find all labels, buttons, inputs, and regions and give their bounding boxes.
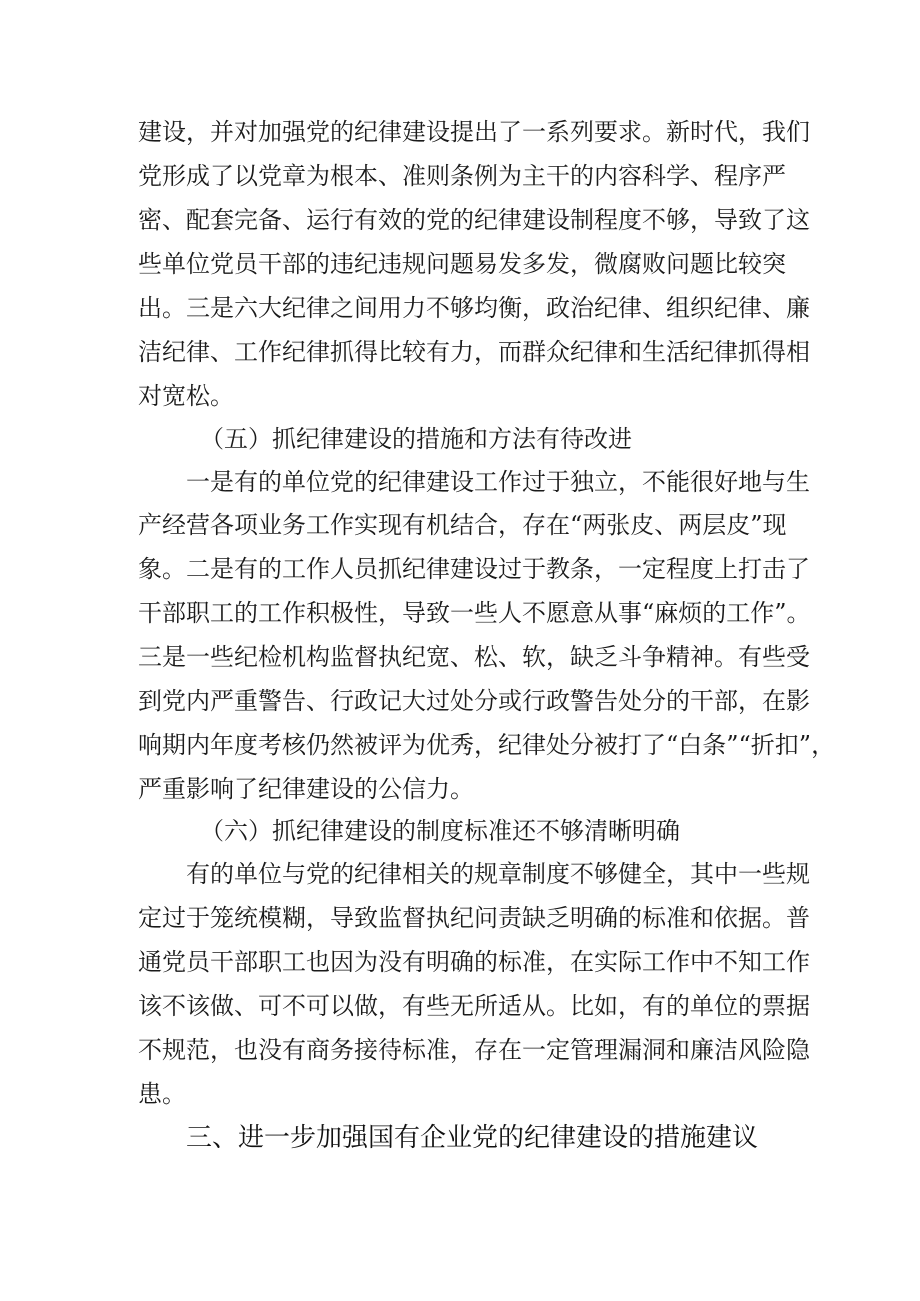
paragraph-2-line-1: 一是有的单位党的纪律建设工作过于独立，不能很好地与生 — [186, 468, 810, 496]
subheading-6: （六）抓纪律建设的制度标准还不够清晰明确 — [200, 817, 680, 845]
subheading-5: （五）抓纪律建设的措施和方法有待改进 — [200, 425, 632, 453]
paragraph-3-line-1: 有的单位与党的纪律相关的规章制度不够健全，其中一些规 — [186, 860, 810, 888]
paragraph-1-line-4: 些单位党员干部的违纪违规问题易发多发，微腐败问题比较突 — [138, 250, 786, 278]
paragraph-1-line-5: 出。三是六大纪律之间用力不够均衡，政治纪律、组织纪律、廉 — [138, 294, 810, 322]
paragraph-1-line-2: 党形成了以党章为根本、准则条例为主干的内容科学、程序严 — [138, 162, 786, 190]
paragraph-2-line-5: 三是一些纪检机构监督执纪宽、松、软，缺乏斗争精神。有些受 — [138, 643, 810, 671]
paragraph-1-line-1: 建设，并对加强党的纪律建设提出了一系列要求。新时代，我们 — [138, 118, 810, 146]
paragraph-2-line-2: 产经营各项业务工作实现有机结合，存在“两张皮、两层皮”现 — [138, 511, 787, 539]
paragraph-1-line-7: 对宽松。 — [138, 382, 234, 410]
paragraph-3-line-5: 不规范，也没有商务接待标准，存在一定管理漏洞和廉洁风险隐 — [138, 1036, 810, 1064]
paragraph-2-line-6: 到党内严重警告、行政记大过处分或行政警告处分的干部，在影 — [138, 687, 810, 715]
section-3-heading: 三、进一步加强国有企业党的纪律建设的措施建议 — [186, 1123, 759, 1153]
paragraph-2-line-3: 象。二是有的工作人员抓纪律建设过于教条，一定程度上打击了 — [138, 555, 810, 583]
paragraph-1-line-3: 密、配套完备、运行有效的党的纪律建设制程度不够，导致了这 — [138, 206, 810, 234]
paragraph-1-line-6: 洁纪律、工作纪律抓得比较有力，而群众纪律和生活纪律抓得相 — [138, 338, 810, 366]
paragraph-2-line-8: 严重影响了纪律建设的公信力。 — [138, 775, 474, 803]
paragraph-3-line-4: 该不该做、可不可以做，有些无所适从。比如，有的单位的票据 — [138, 992, 810, 1020]
paragraph-2-line-7: 响期内年度考核仍然被评为优秀，纪律处分被打了“白条”“折扣”， — [138, 731, 836, 759]
paragraph-3-line-3: 通党员干部职工也因为没有明确的标准，在实际工作中不知工作 — [138, 948, 810, 976]
paragraph-3-line-2: 定过于笼统模糊，导致监督执纪问责缺乏明确的标准和依据。普 — [138, 904, 810, 932]
paragraph-2-line-4: 干部职工的工作积极性，导致一些人不愿意从事“麻烦的工作”。 — [138, 599, 811, 627]
paragraph-3-line-6: 患。 — [138, 1080, 186, 1108]
